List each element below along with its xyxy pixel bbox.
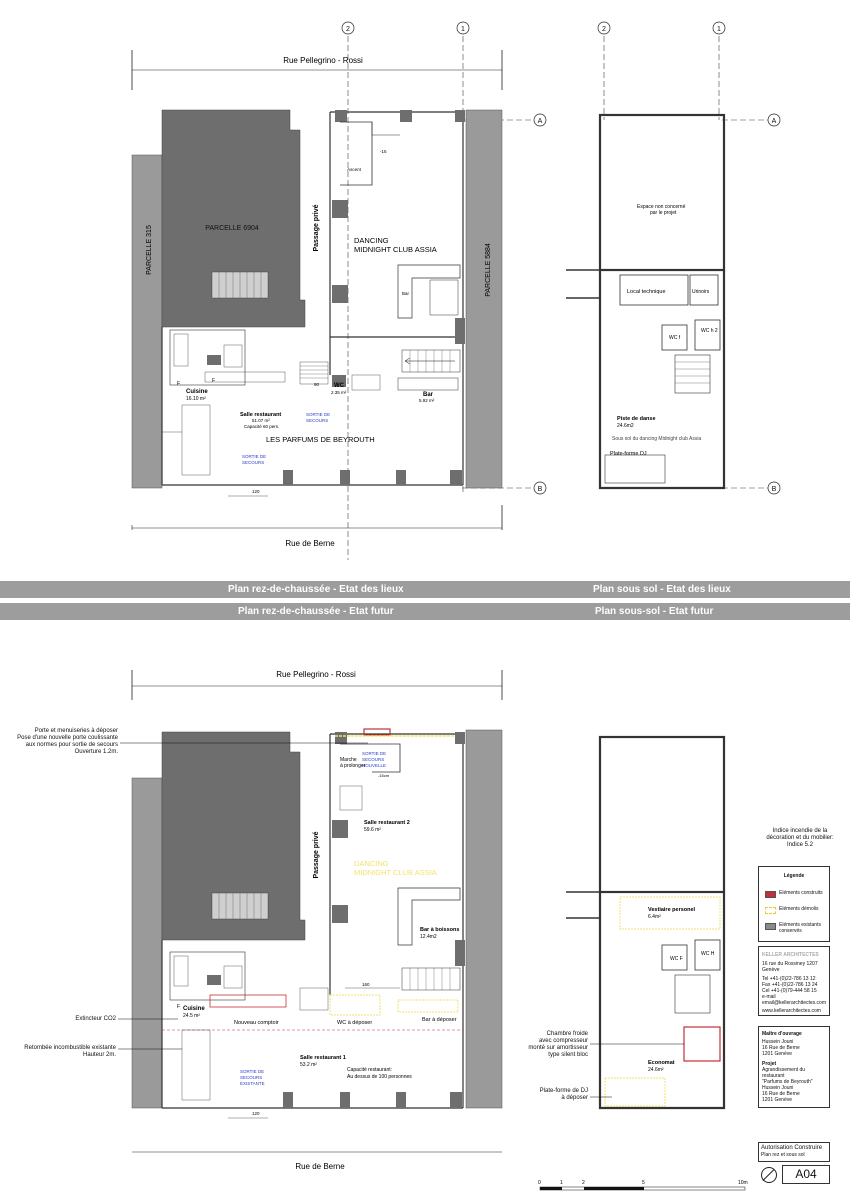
passage-label: Passage privé	[313, 204, 320, 252]
projet-1: Agrandissement du restaurant	[762, 1067, 806, 1079]
annotation-indice	[752, 828, 848, 849]
salle2-area: 59.6 m²	[364, 827, 381, 833]
legend-swatch-demo	[765, 907, 776, 914]
dancing-bar-label: Bar	[402, 291, 410, 296]
scale-1: 1	[560, 1180, 563, 1186]
banner-ground-future: Plan rez-de-chaussée - Etat futur	[238, 606, 394, 617]
vestiaire-area: 6.4m²	[648, 914, 661, 920]
architect-block	[758, 946, 830, 1016]
salle1-label: Salle restaurant 1	[300, 1055, 346, 1061]
grid-label-1-basement: 1	[717, 26, 721, 33]
wc-h2: WC h 2	[701, 328, 718, 334]
parcel-5884	[466, 110, 502, 488]
bar-deposer-label: Bar à déposer	[422, 1017, 457, 1023]
marche-line2: à prolonger	[340, 763, 366, 769]
annotation-porte-1: Porte et menuiseries à déposer	[34, 728, 118, 734]
projet-4: 16 Rue de Berne	[762, 1091, 800, 1097]
banner-future	[0, 603, 850, 620]
sortie-ex-2: SECOURS	[240, 1075, 263, 1080]
sortie-2-line2: SECOURS	[242, 460, 265, 465]
annotation-indice-1: Indice incendie de la	[772, 828, 828, 834]
comptoir-label: Nouveau comptoir	[234, 1020, 279, 1026]
annotation-chambre	[500, 1031, 588, 1059]
sortie-new-1: SORTIE DE	[362, 751, 387, 756]
street-bottom-label-future: Rue de Berne	[295, 1162, 345, 1171]
capacity-line1: Capacité restaurant:	[347, 1067, 393, 1073]
annotation-porte-4: Ouverture 1.2m.	[74, 749, 118, 755]
projet-5: 1201 Genève	[762, 1097, 793, 1103]
ascent-label: Ascent	[347, 167, 361, 172]
sous-sol-label: Sous sol du dancing Midnight club Assia	[612, 436, 702, 442]
cuisine-f-2: F	[212, 378, 216, 384]
bar-boissons-label: Bar à boissons	[420, 927, 460, 933]
street-top-label: Rue Pellegrino - Rossi	[283, 56, 363, 65]
phase-block	[758, 1142, 830, 1162]
street-top-label-future: Rue Pellegrino - Rossi	[276, 670, 356, 679]
annotation-porte-3: aux normes pour sortie de secours	[25, 742, 118, 748]
projet-3: Hussein Jouni	[762, 1085, 794, 1091]
architect-tel: Tel +41-(0)22-786 13 12	[762, 976, 816, 982]
architect-office: KELLER ARCHITECTES	[762, 952, 819, 958]
dj-label: Plate-forme DJ	[610, 451, 647, 457]
legend-title: Légende	[783, 873, 805, 879]
architect-cel: Cel +41-(0)79-444 58 15	[762, 988, 817, 994]
dim-90: 90	[314, 382, 320, 387]
cuisine-label: Cuisine	[186, 389, 208, 395]
project-block	[758, 1026, 830, 1108]
wc-label: WC	[334, 383, 344, 389]
annotation-retombee-1: Retombée incombustible existante	[24, 1045, 116, 1051]
banner-basement-future: Plan sous-sol - Etat futur	[595, 606, 714, 617]
sortie-ex-1: SORTIE DE	[240, 1069, 265, 1074]
urinoirs: Urinoirs	[692, 289, 710, 295]
legend-label-existing: Eléments existants conservés	[779, 922, 821, 934]
parcel-315	[132, 155, 162, 488]
plan-basement-existing	[566, 115, 724, 488]
annotation-porte	[4, 728, 118, 756]
annotation-retombee-2: Hauteur 2m.	[82, 1052, 116, 1058]
street-bottom-label: Rue de Berne	[285, 539, 335, 548]
maitre-3: 1201 Genève	[762, 1051, 793, 1057]
espace-line2: par le projet	[650, 210, 677, 216]
cuisine-area: 16.10 m²	[186, 396, 206, 402]
banner-basement-existing: Plan sous sol - Etat des lieux	[593, 584, 731, 595]
legend-swatch-new	[765, 891, 776, 898]
phase-label: Autorisation Construire	[761, 1145, 823, 1151]
wc-f: WC f	[669, 335, 681, 341]
scale-2: 2	[582, 1180, 585, 1186]
legend-swatch-existing	[765, 923, 776, 930]
grid-label-2-basement: 2	[602, 26, 606, 33]
annotation-extincteur: Extincteur CO2	[75, 1016, 116, 1022]
salle-capacity: Capacité 60 pers.	[244, 424, 280, 429]
grid-label-a-basement: A	[771, 118, 777, 125]
economat-label: Economat	[648, 1060, 675, 1066]
sortie-1-line1: SORTIE DE	[306, 412, 331, 417]
salle1-area: 53.2 m²	[300, 1062, 317, 1068]
espace-line1: Espace non concerné	[637, 204, 686, 210]
economat-area: 24.6m²	[648, 1067, 664, 1073]
legend	[758, 866, 830, 942]
plan-ground-future	[132, 670, 502, 1171]
level-label: -15	[380, 149, 387, 154]
beyrouth-label: LES PARFUMS DE BEYROUTH	[266, 435, 375, 444]
architect-email: email@kellerarchitectes.com	[762, 1000, 826, 1006]
grid-label-1: 1	[461, 26, 465, 33]
annotation-retombee	[4, 1045, 116, 1059]
scale-0: 0	[538, 1180, 541, 1186]
architect-fax: Fax +41-(0)22-786 13 24	[762, 982, 818, 988]
dancing-label-1: DANCING	[354, 236, 389, 245]
annotation-chambre-1: Chambre froide	[546, 1031, 588, 1037]
projet-2: "Parfums de Beyrouth"	[762, 1079, 813, 1085]
dancing-label-2: MIDNIGHT CLUB ASSIA	[354, 245, 437, 254]
marche-line1: Marche	[340, 757, 357, 763]
dim-120-future: 120	[252, 1111, 260, 1116]
architect-web: www.kellerarchitectes.com	[762, 1008, 821, 1014]
annotation-dj-1: Plate-forme de DJ	[539, 1088, 588, 1094]
dim-120: 120	[252, 489, 260, 494]
annotation-porte-2: Pose d'une nouvelle porte coulissante	[17, 735, 118, 741]
vestiaire-label: Vestiaire personel	[648, 907, 696, 913]
grid-label-b-basement: B	[771, 486, 777, 493]
dancing-future-2: MIDNIGHT CLUB ASSIA	[354, 868, 437, 877]
bar-label: Bar	[423, 392, 434, 398]
dim-160: 160	[362, 982, 370, 987]
salle-area: 51.07 m²	[252, 418, 270, 423]
banner-existing	[0, 581, 850, 598]
maitre-2: 16 Rue de Berne	[762, 1045, 800, 1051]
cuisine-f-future: F	[177, 1004, 181, 1010]
scale-5: 5	[642, 1180, 645, 1186]
scale-bar	[538, 1180, 748, 1190]
architect-address: 16 rue du Rossiney 1207 Genève	[762, 961, 818, 973]
local-technique: Local technique	[627, 289, 666, 295]
annotation-dj	[500, 1088, 588, 1102]
sortie-new-3: NOUVELLE	[362, 763, 387, 768]
dancing-future-1: DANCING	[354, 859, 389, 868]
annotation-indice-2: décoration et du mobilier:	[766, 835, 834, 841]
capacity-line2: Au dessus de 100 personnes	[347, 1074, 412, 1080]
plan-basement-future	[566, 737, 724, 1108]
scale-10: 10m	[738, 1180, 748, 1186]
projet-title: Projet	[762, 1061, 777, 1067]
maitre-1: Hussein Jouni	[762, 1039, 794, 1045]
banner-ground-existing: Plan rez-de-chaussée - Etat des lieux	[228, 584, 404, 595]
annotation-dj-2: à déposer	[561, 1095, 588, 1101]
grid-label-b: B	[537, 486, 543, 493]
plan-ground-existing	[132, 50, 502, 548]
grid-label-a: A	[537, 118, 543, 125]
passage-label-future: Passage privé	[313, 831, 320, 879]
annotation-chambre-4: type silent bloc	[548, 1052, 588, 1058]
piste-area: 24.6m2	[617, 423, 634, 429]
wc-h-future: WC H	[701, 951, 715, 957]
salle-label: Salle restaurant	[240, 412, 282, 418]
wc-area: 2.35 m²	[331, 390, 347, 395]
sortie-1-line2: SECOURS	[306, 418, 329, 423]
sortie-ex-3: EXISTANTE	[240, 1081, 265, 1086]
sheet-number: A04	[782, 1165, 830, 1184]
salle2-label: Salle restaurant 2	[364, 820, 410, 826]
legend-label-demo: Eléments démolis	[779, 906, 819, 912]
cuisine-f-1: F	[177, 381, 181, 387]
architect-email-label: e-mail	[762, 994, 776, 1000]
wc-deposer-label: WC à déposer	[337, 1020, 373, 1026]
bar-area: 5.92 m²	[419, 398, 435, 403]
maitre-title: Maître d'ouvrage	[762, 1031, 802, 1037]
parcel-5884-label: PARCELLE 5884	[485, 243, 492, 297]
legend-label-new: Eléments construits	[779, 890, 823, 896]
north-arrow-icon	[761, 1167, 777, 1183]
sortie-new-2: SECOURS	[362, 757, 385, 762]
annotation-chambre-3: monté sur amortisseur	[528, 1045, 588, 1051]
grid-label-2: 2	[346, 26, 350, 33]
parcel-6904-label: PARCELLE 6904	[205, 225, 259, 232]
sortie-2-line1: SORTIE DE	[242, 454, 267, 459]
wc-f-future: WC F	[670, 956, 683, 962]
parcel-315-label: PARCELLE 315	[146, 225, 153, 275]
annotation-chambre-2: avec compresseur	[538, 1038, 588, 1044]
sheet-title: Plan rez et sous sol	[761, 1152, 805, 1158]
annotation-indice-3: Indice 5.2	[786, 842, 814, 848]
cuisine-future-area: 24.5 m²	[183, 1013, 200, 1019]
piste-label: Piste de danse	[617, 416, 656, 422]
level-future: -15cm	[378, 773, 390, 778]
bar-boissons-area: 12.4m2	[420, 934, 437, 940]
cuisine-future-label: Cuisine	[183, 1006, 205, 1012]
